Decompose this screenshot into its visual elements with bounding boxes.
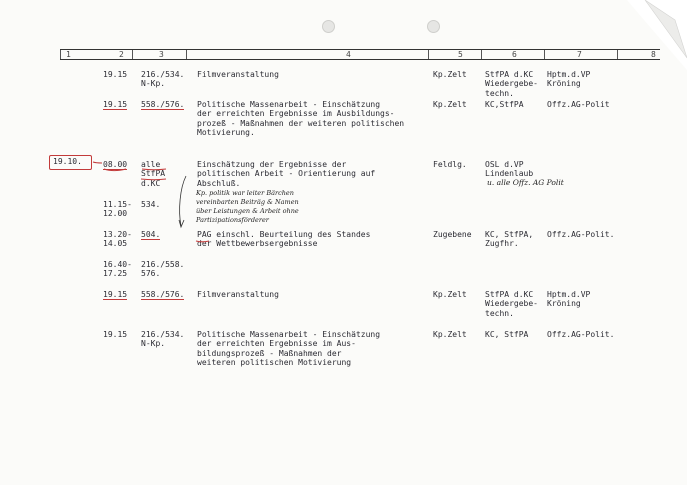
row-date: 19.10. xyxy=(53,157,82,166)
row-unit: alle StfPA d.KC xyxy=(141,160,166,188)
row-place: Feldlg. xyxy=(433,160,467,169)
row-content: Politische Massenarbeit - Einschätzung der erreichten Ergebnisse im Ausbildungs- prozeß - Maßnahmen der weiteren politischen Motivierung. xyxy=(197,100,405,138)
row-time: 11.15- 12.00 xyxy=(103,200,132,219)
column-number: 8 xyxy=(651,50,656,59)
row-unit: 558./576. xyxy=(141,100,185,109)
column-number: 3 xyxy=(159,50,164,59)
row-content: Politische Massenarbeit - Einschätzung der erreichten Ergebnisse im Aus- bildungsprozeß - Maßnahmen der weiteren politischen Motivierung xyxy=(197,330,381,368)
row-lead: Offz.AG-Polit xyxy=(547,100,610,109)
handwritten-note-main: Kp. politik war leiter Bärchen vereinbarten Beiträg & Namen über Leistungen & Arbeit ohne Partizipationsförderer xyxy=(196,189,299,224)
column-number: 6 xyxy=(512,50,517,59)
column-number: 1 xyxy=(66,50,71,59)
row-time: 19.15 xyxy=(103,290,128,299)
row-time: 19.15 xyxy=(103,330,128,339)
row-lead: Hptm.d.VP Kröning xyxy=(547,290,591,309)
column-number: 7 xyxy=(577,50,582,59)
row-responsible: KC, StfPA, Zugfhr. xyxy=(485,230,534,249)
row-time: 13.20- 14.05 xyxy=(103,230,132,249)
row-place: Kp.Zelt xyxy=(433,70,467,79)
row-responsible: OSL d.VP Lindenlaub xyxy=(485,160,534,179)
row-responsible: StfPA d.KC Wiedergebe- techn. xyxy=(485,290,538,318)
column-number: 4 xyxy=(346,50,351,59)
row-content: PAG einschl. Beurteilung des Standes der Wettbewerbsergebnisse xyxy=(197,230,371,249)
row-place: Kp.Zelt xyxy=(433,330,467,339)
column-number: 2 xyxy=(119,50,124,59)
row-unit: 216./534. N-Kp. xyxy=(141,70,185,89)
row-time: 08.00 xyxy=(103,160,128,169)
row-responsible: KC,StfPA xyxy=(485,100,524,109)
row-unit: 216./534. N-Kp. xyxy=(141,330,185,349)
handwritten-note-lead: u. alle Offz. AG Polit xyxy=(487,178,564,187)
row-responsible: StfPA d.KC Wiedergebe- techn. xyxy=(485,70,538,98)
row-unit: 534. xyxy=(141,200,161,209)
row-unit: 216./558. 576. xyxy=(141,260,185,279)
row-place: Zugebene xyxy=(433,230,472,239)
row-lead: Offz.AG-Polit. xyxy=(547,230,615,239)
row-place: Kp.Zelt xyxy=(433,290,467,299)
row-content: Filmveranstaltung xyxy=(197,70,279,79)
row-lead: Offz.AG-Polit. xyxy=(547,330,615,339)
row-time: 16.40- 17.25 xyxy=(103,260,132,279)
row-time: 19.15 xyxy=(103,70,128,79)
row-lead: Hptm.d.VP Kröning xyxy=(547,70,591,89)
column-number: 5 xyxy=(458,50,463,59)
row-unit: 504. xyxy=(141,230,161,239)
row-unit: 558./576. xyxy=(141,290,185,299)
row-content: Filmveranstaltung xyxy=(197,290,279,299)
row-place: Kp.Zelt xyxy=(433,100,467,109)
row-responsible: KC, StfPA xyxy=(485,330,529,339)
row-time: 19.15 xyxy=(103,100,128,109)
row-content: Einschätzung der Ergebnisse der politischen Arbeit - Orientierung auf Abschluß. xyxy=(197,160,376,188)
